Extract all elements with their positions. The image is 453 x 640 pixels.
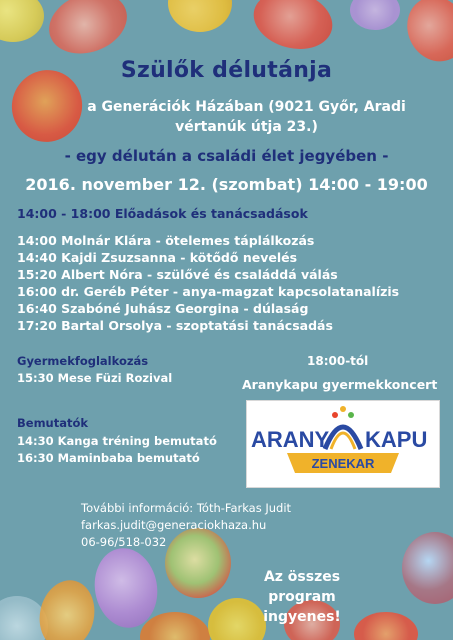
logo-graphic xyxy=(247,401,439,487)
free-admission-note xyxy=(232,567,372,627)
decor-blob-bottom-2 xyxy=(33,575,100,640)
demo-item: 16:30 Maminbaba bemutató xyxy=(17,451,200,465)
decor-blob-bottom-5 xyxy=(140,612,210,640)
logo-right-text: KAPU xyxy=(365,427,428,452)
kids-item: 15:30 Mese Füzi Rozival xyxy=(17,371,173,385)
contact-phone: 06-96/518-032 xyxy=(81,535,167,549)
free-line-2: ingyenes! xyxy=(263,609,341,625)
decor-blob-top-left-2 xyxy=(40,0,135,64)
decor-blob-right-bottom xyxy=(402,532,453,604)
venue-line-2: vértanúk útja 23.) xyxy=(175,119,318,135)
list-item: 15:20 Albert Nóra - szülővé és családdá válás xyxy=(17,267,338,282)
list-item: 14:40 Kajdi Zsuzsanna - kötődő nevelés xyxy=(17,250,298,265)
decor-blob-top-left xyxy=(0,0,44,42)
decor-blob-top-right xyxy=(350,0,400,30)
logo-band-text: ZENEKAR xyxy=(311,456,375,471)
contact-info xyxy=(81,500,291,551)
demos-heading: Bemutatók xyxy=(17,416,89,430)
list-item: 14:00 Molnár Klára - ötelemes táplálkozás xyxy=(17,233,315,248)
demo-item: 14:30 Kanga tréning bemutató xyxy=(17,434,217,448)
decor-blob-top-mid-2 xyxy=(247,0,339,57)
contact-email[interactable]: farkas.judit@generaciokhaza.hu xyxy=(81,518,267,532)
logo-left-text: ARANY xyxy=(251,427,330,452)
kids-heading: Gyermekfoglalkozás xyxy=(17,354,149,368)
contact-line: További információ: Tóth-Farkas Judit xyxy=(81,501,292,515)
venue-line-1: a Generációk Házában (9021 Győr, Aradi xyxy=(87,99,406,115)
list-item: 16:40 Szabóné Juhász Georgina - dúlaság xyxy=(17,301,309,316)
aranykapu-logo xyxy=(246,400,440,488)
concert-name: Aranykapu gyermekkoncert xyxy=(242,377,438,392)
event-date: 2016. november 12. (szombat) 14:00 - 19:00 xyxy=(25,175,428,194)
list-item: 16:00 dr. Geréb Péter - anya-magzat kapcsolatanalízis xyxy=(17,284,400,299)
list-item: 17:20 Bartal Orsolya - szoptatási tanácsadás xyxy=(17,318,333,333)
event-title: Szülők délutánja xyxy=(120,58,333,83)
tagline: - egy délután a családi élet jegyében - xyxy=(64,147,389,165)
venue xyxy=(60,97,433,137)
lectures-heading: 14:00 - 18:00 Előadások és tanácsadások xyxy=(17,206,308,221)
free-line-1: Az összes program xyxy=(263,569,341,605)
decor-blob-top-mid xyxy=(168,0,232,32)
lectures-list xyxy=(17,232,399,334)
concert-time: 18:00-tól xyxy=(307,354,369,368)
